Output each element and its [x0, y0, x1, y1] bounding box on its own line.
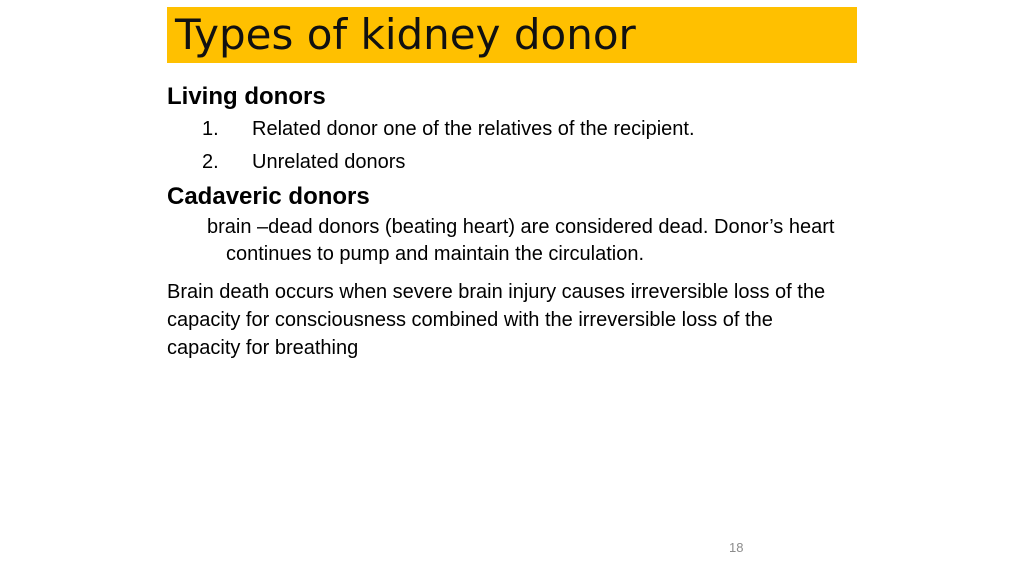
- brain-death-paragraph: Brain death occurs when severe brain injury causes irreversible loss of the capacity for consciousness combined with the irreversible loss of the capacity for breathing: [167, 281, 826, 359]
- cadaveric-donors-heading: Cadaveric donors: [167, 183, 370, 210]
- cadaveric-description: brain –dead donors (beating heart) are considered dead. Donor’s heart continues to pump and maintain the circulation.: [207, 216, 835, 265]
- slide-content: [167, 82, 847, 362]
- living-donors-heading: Living donors: [167, 83, 326, 110]
- list-item-text: Unrelated donors: [252, 151, 406, 173]
- page-number: 18: [729, 540, 744, 555]
- list-item-text: Related donor one of the relatives of the recipient.: [252, 118, 695, 140]
- list-item-number: 1.: [202, 118, 219, 140]
- list-item-number: 2.: [202, 151, 219, 173]
- slide-title: Types of kidney donor: [175, 10, 636, 59]
- living-donors-list: [167, 116, 847, 175]
- title-bar: [167, 7, 857, 63]
- list-item: [167, 149, 847, 175]
- list-item: [167, 116, 847, 142]
